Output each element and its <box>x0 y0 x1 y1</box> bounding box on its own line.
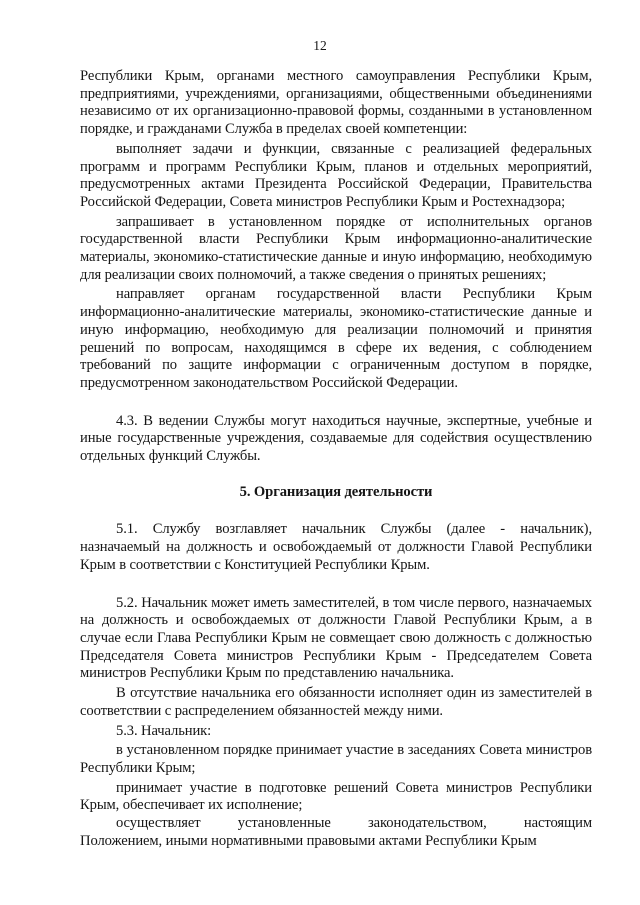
paragraph-5-1: 5.1. Службу возглавляет начальник Службы (далее - начальник), назначаемый на должность и освобождаемый от должности Главой Республики Крым в соответствии с Конституцией Республики Крым. <box>80 521 592 573</box>
section-heading: 5. Организация деятельности <box>239 483 433 500</box>
paragraph-5-2: 5.2. Начальник может иметь заместителей, в том числе первого, назначаемых на должность и освобождаемых от должности Главой Республики Крым, а в случае если Глава Республики Крым не совмещает свою должность с должностью Председателя Совета министров Республики Крым - Председателем Совета министров Республики Крым по представлению начальника. <box>80 594 592 682</box>
paragraph-requests-info: запрашивает в установленном порядке от исполнительных органов государственной власти Республики Крым информационно-аналитические материалы, экономико-статистические данные и иную информацию, необходимую для реализации своих полномочий, а также сведения о принятых решениях; <box>80 213 592 283</box>
page-number: 12 <box>313 38 327 53</box>
paragraph-exercises-line2: Положением, иными нормативными правовыми актами Республики Крым <box>80 832 537 849</box>
document-body <box>80 68 592 850</box>
paragraph-sends-materials: направляет органам государственной власти Республики Крым информационно-аналитические материалы, экономико-статистические данные и иную информацию, необходимую для реализации полномочий и принятия решений по вопросам, находящимся в сфере их ведения, с соблюдением требований по защите информации с ограниченным доступом в порядке, предусмотренном законодательством Российской Федерации. <box>80 286 592 391</box>
paragraph-exercises-line1 <box>80 815 592 833</box>
paragraph-prepares-decisions: принимает участие в подготовке решений Совета министров Республики Крым, обеспечивает их исполнение; <box>80 779 592 814</box>
word: законодательством, <box>368 815 487 832</box>
word: осуществляет <box>116 815 201 832</box>
paragraph-performs-tasks: выполняет задачи и функции, связанные с реализацией федеральных программ и программ Республики Крым, планов и отдельных мероприятий, предусмотренных актами Президента Российской Федерации, Правительства Российской Федерации, Совета министров Республики Крым и Ростехнадзора; <box>80 140 592 210</box>
paragraph-4-3: 4.3. В ведении Службы могут находиться научные, экспертные, учебные и иные государственные учреждения, создаваемые для содействия осуществлению отдельных функций Службы. <box>80 412 592 465</box>
word: установленные <box>237 815 331 832</box>
paragraph-5-3: 5.3. Начальник: <box>116 722 212 739</box>
paragraph-participates-meetings: в установленном порядке принимает участие в заседаниях Совета министров Республики Крым; <box>80 742 592 776</box>
paragraph-interaction-intro: Республики Крым, органами местного самоуправления Республики Крым, предприятиями, учреждениями, организациями, общественными объединениями независимо от их организационно-правовой формы, созданными в установленном порядке, и гражданами Служба в пределах своей компетенции: <box>80 68 592 138</box>
paragraph-deputy-acts: В отсутствие начальника его обязанности исполняет один из заместителей в соответствии с распределением обязанностей между ними. <box>80 685 592 719</box>
word: настоящим <box>523 815 592 832</box>
